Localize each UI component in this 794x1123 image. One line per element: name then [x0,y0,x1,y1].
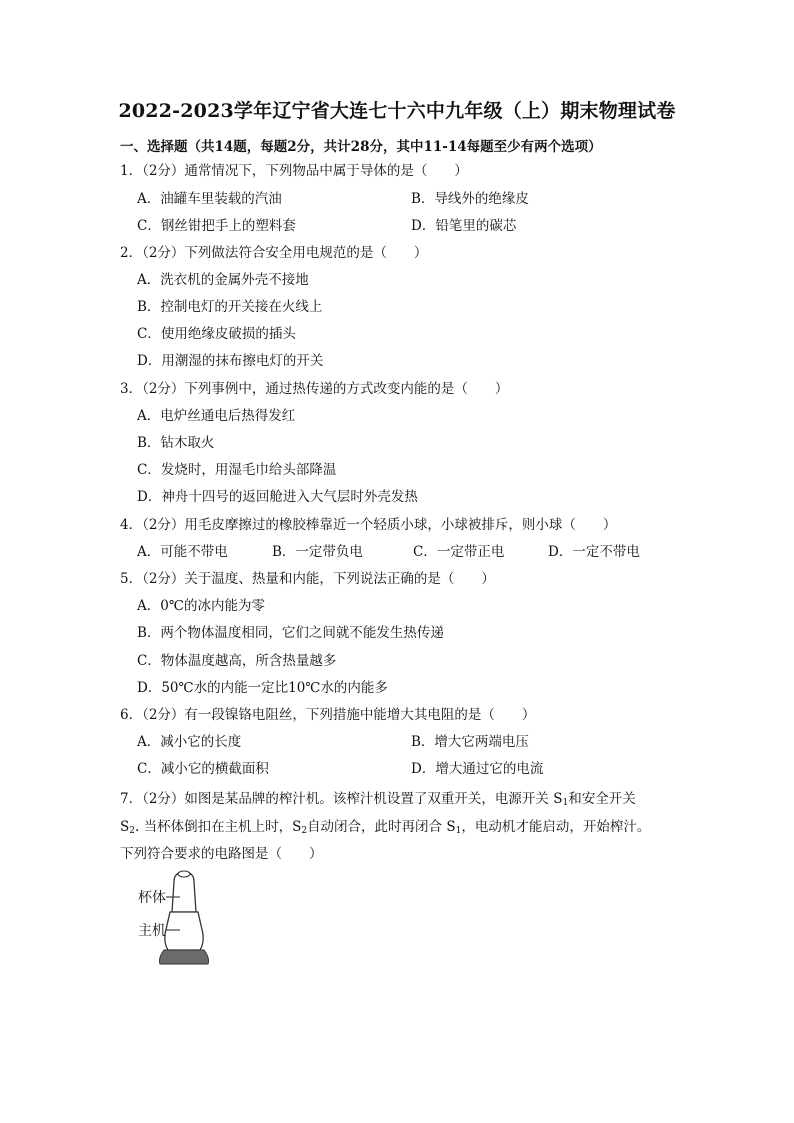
question-6-option-a[interactable]: A．减小它的长度 [137,734,242,750]
question-7-stem-line-3: 下列符合要求的电路图是（ ） [120,846,323,862]
question-1-option-d[interactable]: D．铅笔里的碳芯 [411,218,517,234]
question-6-option-b[interactable]: B．增大它两端电压 [411,734,529,750]
page-title: 2022-2023学年辽宁省大连七十六中九年级（上）期末物理试卷 [118,100,676,122]
question-7-stem-line-2: $S_2$. 当杯体倒扣在主机上时，$S_2$自动闭合，此时再闭合 $S_1$，电动机才能启动，开始榨汁。 [120,819,651,836]
question-4-stem: 4．（2分）用毛皮摩擦过的橡胶棒靠近一个轻质小球，小球被排斥，则小球（ ） [120,517,617,533]
question-6-option-c[interactable]: C．减小它的横截面积 [137,761,269,777]
question-1-option-b[interactable]: B．导线外的绝缘皮 [411,191,529,207]
question-3-option-b[interactable]: B．钻木取火 [137,435,215,451]
question-5-option-d[interactable]: D．50℃水的内能一定比10℃水的内能多 [137,680,388,696]
question-1-option-c[interactable]: C．钢丝钳把手上的塑料套 [137,218,296,234]
question-6-option-d[interactable]: D．增大通过它的电流 [411,761,544,777]
cup-label: 杯体 [138,890,166,906]
question-4-option-c[interactable]: C．一定带正电 [413,544,505,560]
base-label: 主机 [138,923,166,939]
question-3-option-a[interactable]: A．电炉丝通电后热得发红 [137,408,296,424]
question-6-stem: 6．（2分）有一段镍铬电阻丝，下列措施中能增大其电阻的是（ ） [120,707,536,723]
question-4-option-b[interactable]: B．一定带负电 [272,544,363,560]
question-4-option-d[interactable]: D．一定不带电 [548,544,640,560]
question-2-stem: 2．（2分）下列做法符合安全用电规范的是（ ） [120,245,428,261]
question-2-option-b[interactable]: B．控制电灯的开关接在火线上 [137,299,323,315]
question-3-option-c[interactable]: C．发烧时，用湿毛巾给头部降温 [137,462,337,478]
juicer-illustration [136,866,226,970]
question-2-option-a[interactable]: A．洗衣机的金属外壳不接地 [137,272,309,288]
question-3-option-d[interactable]: D．神舟十四号的返回舱进入大气层时外壳发热 [137,489,418,505]
question-2-option-d[interactable]: D．用潮湿的抹布擦电灯的开关 [137,353,324,369]
question-1-option-a[interactable]: A．油罐车里装载的汽油 [137,191,282,207]
question-3-stem: 3．（2分）下列事例中，通过热传递的方式改变内能的是（ ） [120,381,509,397]
question-4-option-a[interactable]: A．可能不带电 [137,544,228,560]
question-5-stem: 5．（2分）关于温度、热量和内能，下列说法正确的是（ ） [120,571,495,587]
question-5-option-b[interactable]: B．两个物体温度相同，它们之间就不能发生热传递 [137,625,444,641]
question-5-option-a[interactable]: A．0℃的冰内能为零 [137,598,265,614]
section-heading: 一、选择题（共14题，每题2分，共计28分，其中11-14每题至少有两个选项） [120,139,602,155]
question-1-stem: 1．（2分）通常情况下，下列物品中属于导体的是（ ） [120,163,468,179]
juicer-figure [136,866,226,970]
question-2-option-c[interactable]: C．使用绝缘皮破损的插头 [137,326,296,342]
question-7-stem-line-1: 7．（2分）如图是某品牌的榨汁机。该榨汁机设置了双重开关，电源开关 $S_1$和安全开关 [120,791,636,808]
question-5-option-c[interactable]: C．物体温度越高，所含热量越多 [137,653,337,669]
